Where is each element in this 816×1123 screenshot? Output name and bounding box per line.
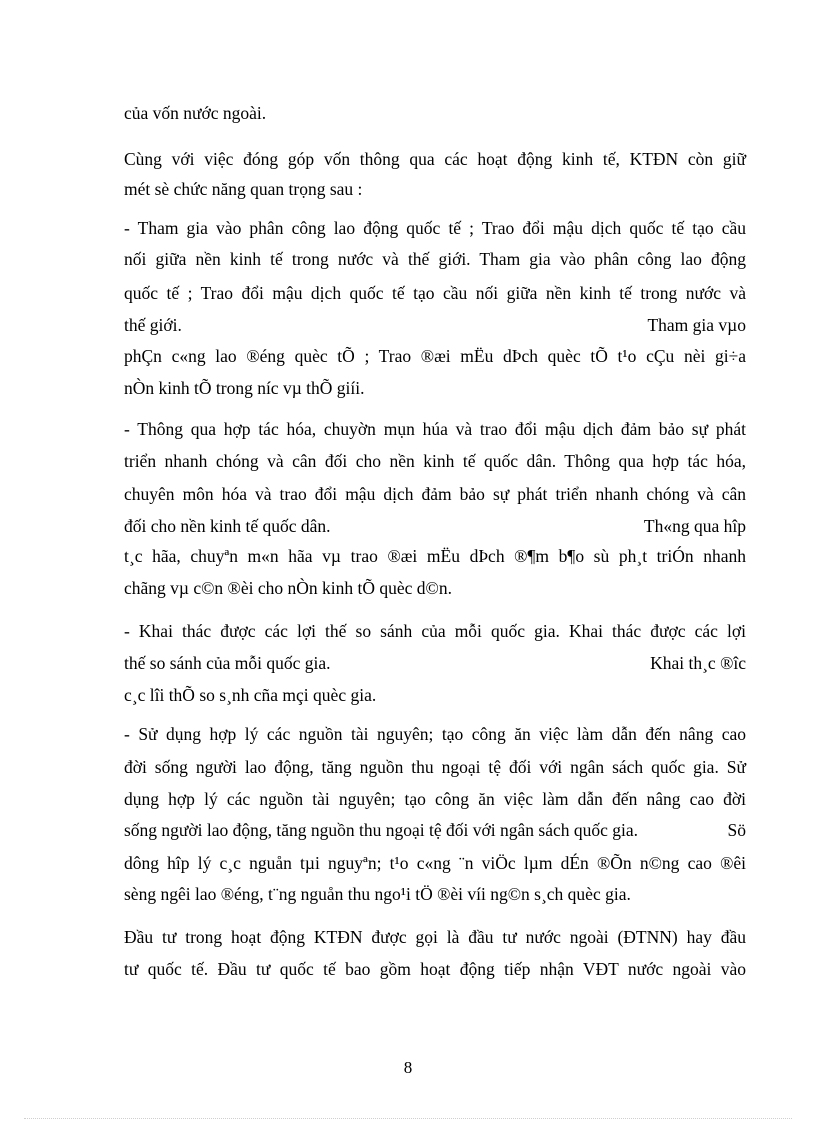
split-text-line bbox=[124, 818, 746, 842]
text-line: Đầu tư trong hoạt động KTĐN được gọi là đầu tư nước ngoài (ĐTNN) hay đầu bbox=[124, 927, 746, 947]
text-segment-right: Sö bbox=[727, 820, 746, 840]
split-text-line bbox=[124, 651, 746, 675]
text-line: - Tham gia vào phân công lao động quốc tế ; Trao đổi mậu dịch quốc tế tạo cầu bbox=[124, 218, 746, 238]
text-line: dụng hợp lý các nguồn tài nguyên; tạo công ăn việc làm dẫn đến nâng cao đời bbox=[124, 789, 746, 809]
text-line: quốc tế ; Trao đổi mậu dịch quốc tế tạo cầu nối giữa nền kinh tế trong nước và bbox=[124, 283, 746, 303]
text-line: triển nhanh chóng và cân đối cho nền kinh tế quốc dân. Thông qua hợp tác hóa, bbox=[124, 451, 746, 471]
text-line: nối giữa nền kinh tế trong nước và thế giới. Tham gia vào phân công lao động bbox=[124, 249, 746, 269]
text-line: chãng vµ c©n ®èi cho nÒn kinh tÕ quèc d©n. bbox=[124, 578, 452, 598]
text-line: chuyên môn hóa và trao đổi mậu dịch đảm bảo sự phát triển nhanh chóng và cân bbox=[124, 484, 746, 504]
text-segment-left: thế so sánh của mỗi quốc gia. bbox=[124, 653, 331, 673]
text-segment-right: Khai th¸c ®îc bbox=[650, 653, 746, 673]
text-line: dông hîp lý c¸c nguån tµi nguyªn; t¹o c«ng ¨n viÖc lµm dÉn ®Õn n©ng cao ®êi bbox=[124, 853, 746, 873]
page-number: 8 bbox=[403, 1058, 413, 1077]
split-text-line bbox=[124, 514, 746, 538]
split-text-line bbox=[124, 313, 746, 337]
text-line: - Khai thác được các lợi thế so sánh của mỗi quốc gia. Khai thác được các lợi bbox=[124, 621, 746, 641]
text-line: tư quốc tế. Đầu tư quốc tế bao gồm hoạt động tiếp nhận VĐT nước ngoài vào bbox=[124, 959, 746, 979]
text-segment-right: Tham gia vµo bbox=[647, 315, 746, 335]
text-segment-right: Th«ng qua hîp bbox=[643, 516, 746, 536]
text-segment-left: đối cho nền kinh tế quốc dân. bbox=[124, 516, 331, 536]
text-line: - Sử dụng hợp lý các nguồn tài nguyên; tạo công ăn việc làm dẫn đến nâng cao bbox=[124, 724, 746, 744]
text-segment-left: sống người lao động, tăng nguồn thu ngoại tệ đối với ngân sách quốc gia. bbox=[124, 820, 639, 840]
text-line: Cùng với việc đóng góp vốn thông qua các hoạt động kinh tế, KTĐN còn giữ bbox=[124, 149, 746, 169]
text-line: sèng ngêi lao ®éng, t¨ng nguån thu ngo¹i tÖ ®èi víi ng©n s¸ch quèc gia. bbox=[124, 884, 631, 904]
page-bottom-divider bbox=[24, 1118, 792, 1119]
text-line: - Thông qua hợp tác hóa, chuyờn mụn húa và trao đổi mậu dịch đảm bảo sự phát bbox=[124, 419, 746, 439]
text-segment-left: thế giới. bbox=[124, 315, 182, 335]
text-line: đời sống người lao động, tăng nguồn thu ngoại tệ đối với ngân sách quốc gia. Sử bbox=[124, 757, 746, 777]
text-line: của vốn nước ngoài. bbox=[124, 103, 267, 123]
text-line: mét sè chức năng quan trọng sau : bbox=[124, 179, 363, 199]
text-line: nÒn kinh tÕ trong níc vµ thÕ giíi. bbox=[124, 378, 365, 398]
text-line: c¸c lîi thÕ so s¸nh cña mçi quèc gia. bbox=[124, 685, 377, 705]
text-line: t¸c hãa, chuyªn m«n hãa vµ trao ®æi mËu dÞch ®¶m b¶o sù ph¸t triÓn nhanh bbox=[124, 546, 746, 566]
text-line: phÇn c«ng lao ®éng quèc tÕ ; Trao ®æi mËu dÞch quèc tÕ t¹o cÇu nèi gi÷a bbox=[124, 346, 746, 366]
